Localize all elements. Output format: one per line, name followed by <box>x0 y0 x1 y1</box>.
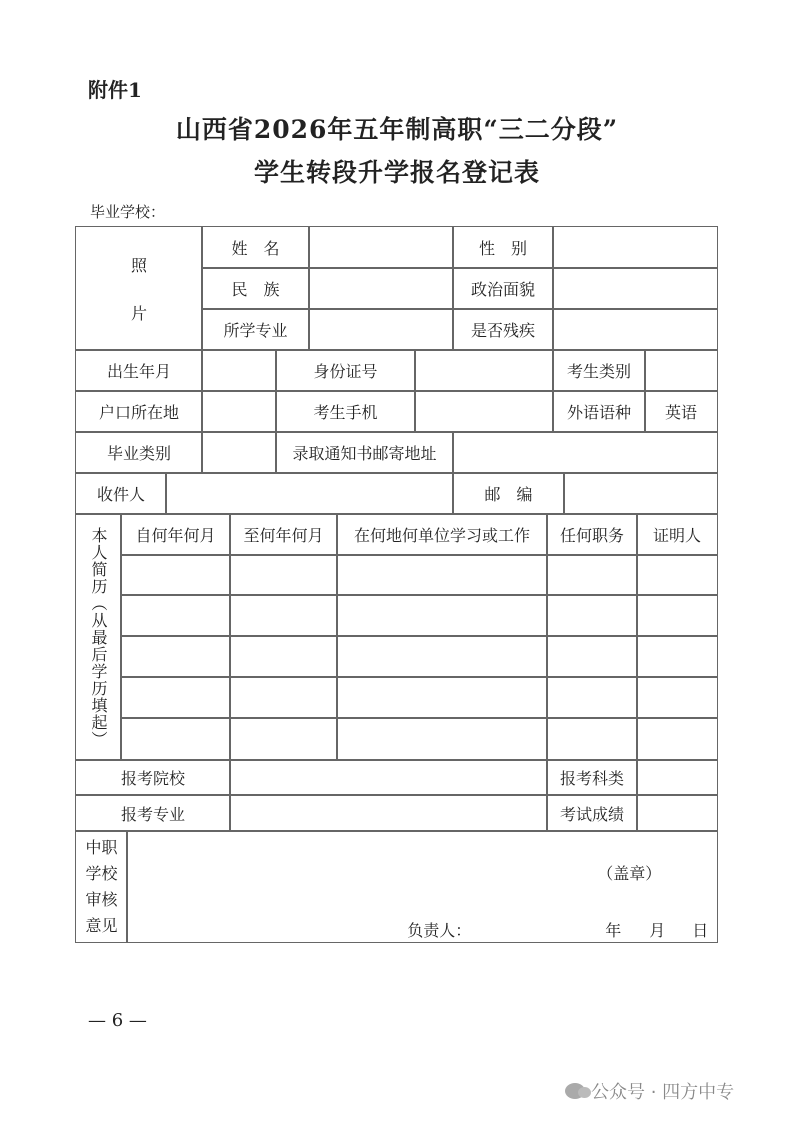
resume-cell[interactable] <box>229 554 338 596</box>
foreign-language-label <box>552 390 646 433</box>
photo-label: 片 <box>130 303 147 323</box>
cell-label: 报考专业 <box>120 804 185 824</box>
resume-header <box>636 513 718 556</box>
resume-cell[interactable] <box>546 676 638 719</box>
cell-label: 自何年何月 <box>135 526 216 545</box>
apply-major-field[interactable] <box>229 794 548 832</box>
resume-cell[interactable] <box>636 594 718 637</box>
apply-school-label <box>75 759 231 796</box>
mail-address-label <box>275 431 454 474</box>
seal-text: （盖章） <box>597 864 662 884</box>
watermark-text: 公众号 · 四方中专 <box>591 1082 735 1103</box>
recipient-field[interactable] <box>165 472 454 515</box>
field-value: 英语 <box>664 403 697 422</box>
review-label <box>75 830 128 943</box>
review-label-text: 审核 <box>85 889 118 909</box>
ethnicity-field[interactable] <box>308 267 454 310</box>
resume-cell[interactable] <box>546 717 638 761</box>
cell-label: 政治面貌 <box>470 280 535 299</box>
review-label-text: 中职 <box>85 837 118 857</box>
cell-label: 邮 编 <box>484 485 533 504</box>
cell-label: 是否残疾 <box>470 321 535 340</box>
major-field[interactable] <box>308 308 454 351</box>
cell-label: 所学专业 <box>223 321 288 340</box>
name-label <box>201 226 310 269</box>
photo-label: 照 <box>130 256 147 276</box>
year-label: 年 <box>605 921 622 941</box>
postcode-field[interactable] <box>563 472 718 515</box>
id-number-field[interactable] <box>414 349 554 392</box>
graduation-school-label: 毕业学校： <box>90 203 166 221</box>
form-title-line1: 山西省2026年五年制高职“三二分段” <box>175 115 619 144</box>
phone-label <box>275 390 416 433</box>
cell-label: 考生类别 <box>566 362 631 381</box>
postcode-label <box>452 472 565 515</box>
resume-cell[interactable] <box>336 554 548 596</box>
cell-label: 收件人 <box>96 485 145 504</box>
cell-label: 报考院校 <box>120 769 185 788</box>
disability-label <box>452 308 554 351</box>
resume-cell[interactable] <box>120 594 231 637</box>
cell-label: 证明人 <box>652 526 701 545</box>
resume-cell[interactable] <box>546 594 638 637</box>
resume-cell[interactable] <box>229 717 338 761</box>
attachment-label: 附件1 <box>88 78 142 102</box>
resume-cell[interactable] <box>546 635 638 678</box>
wechat-icon <box>565 1083 585 1099</box>
political-status-field[interactable] <box>552 267 718 310</box>
page-number: — 6 — <box>88 1010 147 1031</box>
resume-cell[interactable] <box>546 554 638 596</box>
resume-cell[interactable] <box>336 635 548 678</box>
apply-category-field[interactable] <box>636 759 718 796</box>
day-label: 日 <box>692 921 709 941</box>
review-opinion-field[interactable] <box>126 830 718 943</box>
exam-score-field[interactable] <box>636 794 718 832</box>
cell-label: 报考科类 <box>559 769 624 788</box>
resume-cell[interactable] <box>229 676 338 719</box>
mail-address-field[interactable] <box>452 431 718 474</box>
name-field[interactable] <box>308 226 454 269</box>
cell-label: 考试成绩 <box>559 804 624 824</box>
phone-field[interactable] <box>414 390 554 433</box>
hukou-label <box>75 390 203 433</box>
photo-box <box>75 226 203 351</box>
resume-cell[interactable] <box>636 635 718 678</box>
form-title-line2: 学生转段升学报名登记表 <box>253 158 540 187</box>
cell-label: 性 别 <box>478 239 527 258</box>
candidate-type-field[interactable] <box>644 349 718 392</box>
gender-label <box>452 226 554 269</box>
cell-label: 外语语种 <box>566 403 631 422</box>
resume-cell[interactable] <box>336 717 548 761</box>
cell-label: 任何职务 <box>559 526 624 545</box>
resume-cell[interactable] <box>229 594 338 637</box>
person-in-charge-label: 负责人： <box>407 921 472 941</box>
resume-cell[interactable] <box>120 676 231 719</box>
cell-label: 姓 名 <box>231 239 280 258</box>
cell-label: 身份证号 <box>313 362 378 381</box>
resume-cell[interactable] <box>336 594 548 637</box>
hukou-field[interactable] <box>201 390 277 433</box>
review-label-text: 学校 <box>85 863 118 883</box>
resume-cell[interactable] <box>120 717 231 761</box>
resume-label-text: 本人简历（从最后学历填起） <box>89 526 108 748</box>
watermark <box>565 1078 734 1104</box>
candidate-type-label <box>552 349 646 392</box>
birth-label <box>75 349 203 392</box>
disability-field[interactable] <box>552 308 718 351</box>
month-label: 月 <box>649 921 666 941</box>
resume-cell[interactable] <box>120 554 231 596</box>
graduation-type-field[interactable] <box>201 431 277 474</box>
id-number-label <box>275 349 416 392</box>
apply-school-field[interactable] <box>229 759 548 796</box>
resume-header <box>229 513 338 556</box>
gender-field[interactable] <box>552 226 718 269</box>
cell-label: 民 族 <box>231 280 280 299</box>
resume-label <box>75 513 122 761</box>
cell-label: 户口所在地 <box>98 403 179 422</box>
cell-label: 毕业类别 <box>106 444 171 463</box>
cell-label: 在何地何单位学习或工作 <box>353 526 530 545</box>
resume-cell[interactable] <box>120 635 231 678</box>
resume-cell[interactable] <box>636 554 718 596</box>
major-label <box>201 308 310 351</box>
resume-cell[interactable] <box>336 676 548 719</box>
apply-category-label <box>546 759 638 796</box>
ethnicity-label <box>201 267 310 310</box>
resume-cell[interactable] <box>636 676 718 719</box>
apply-major-label <box>75 794 231 832</box>
review-label-text: 意见 <box>85 915 118 935</box>
resume-header <box>336 513 548 556</box>
resume-cell[interactable] <box>229 635 338 678</box>
resume-cell[interactable] <box>636 717 718 761</box>
resume-header <box>120 513 231 556</box>
birth-field[interactable] <box>201 349 277 392</box>
cell-label: 至何年何月 <box>243 526 324 545</box>
exam-score-label <box>546 794 638 832</box>
cell-label: 考生手机 <box>313 403 378 422</box>
political-status-label <box>452 267 554 310</box>
recipient-label <box>75 472 167 515</box>
cell-label: 出生年月 <box>106 362 171 381</box>
graduation-type-label <box>75 431 203 474</box>
foreign-language-field[interactable] <box>644 390 718 433</box>
cell-label: 录取通知书邮寄地址 <box>292 444 437 463</box>
resume-header <box>546 513 638 556</box>
